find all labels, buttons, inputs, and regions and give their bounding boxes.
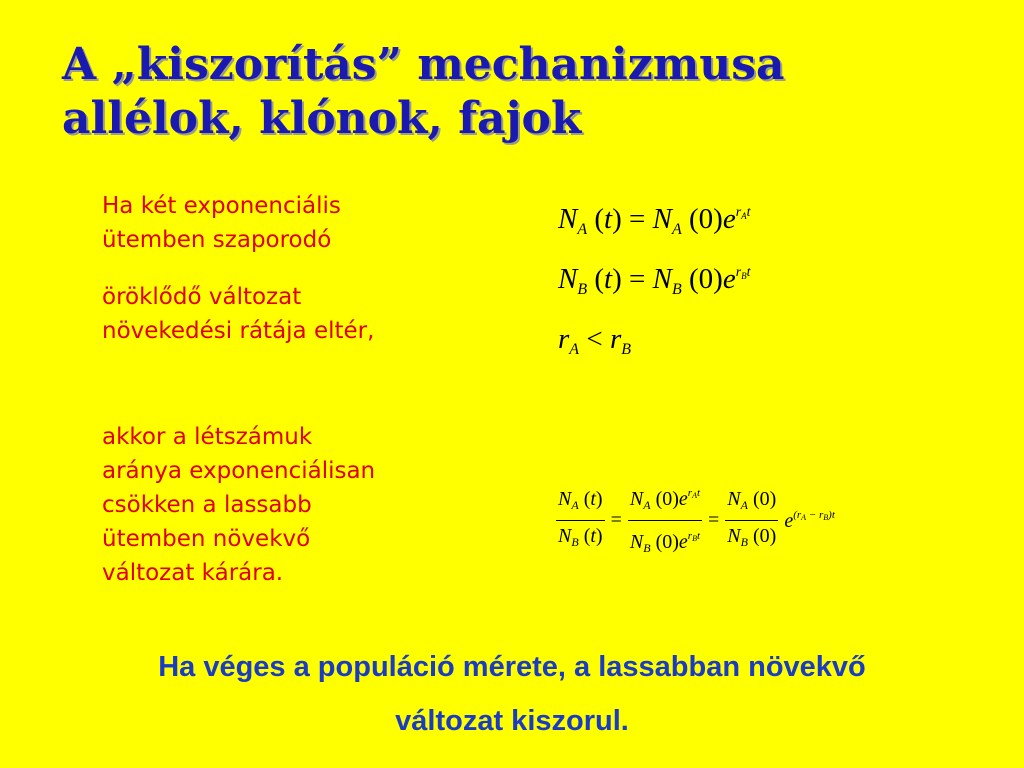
paragraph-3-line-1: akkor a létszámuk xyxy=(102,424,313,450)
conclusion-text xyxy=(0,640,1024,748)
paragraph-2 xyxy=(102,280,374,348)
paragraph-3 xyxy=(102,420,375,590)
conclusion-line-2: változat kiszorul. xyxy=(395,705,629,737)
equation-rate-inequality: $r_A < r_B$ xyxy=(558,323,632,358)
title-line-1: A „kiszorítás” mechanizmusa xyxy=(62,39,785,90)
equation-growth-b: $N_B$ $(t) = N_B$ $(0)e^{r_Bt}$ xyxy=(558,263,751,298)
paragraph-3-line-2: aránya exponenciálisan xyxy=(102,458,376,484)
fraction-ratio-initial: $\frac{N_A (0)}{N_B (0)}$ xyxy=(727,488,777,549)
paragraph-2-line-1: öröklődő változat xyxy=(102,284,302,310)
fraction-ratio-t: $\frac{N_A (t)}{N_B (t)}$ xyxy=(558,488,603,549)
paragraph-2-line-2: növekedési rátája eltér, xyxy=(102,318,375,344)
paragraph-1 xyxy=(102,189,341,257)
title-line-2: allélok, klónok, fajok xyxy=(62,93,582,144)
paragraph-3-line-4: ütemben növekvő xyxy=(102,526,311,552)
conclusion-line-1: Ha véges a populáció mérete, a lassabban növekvő xyxy=(158,651,866,683)
equation-ratio: $\frac{N_A (t)}{N_B (t)}$ = $\frac{N_A (0)e^{rAt}}{N_B (0)e^{rBt}}$ = $\frac{N_A (0)}{N_B (0)}$ $e^{(rA - rB)t}$ xyxy=(556,480,835,561)
paragraph-3-line-3: csökken a lassabb xyxy=(102,492,312,518)
paragraph-3-line-5: változat kárára. xyxy=(102,560,284,586)
paragraph-1-line-1: Ha két exponenciális xyxy=(102,193,341,219)
paragraph-1-line-2: ütemben szaporodó xyxy=(102,227,332,253)
title-text xyxy=(62,38,785,146)
fraction-ratio-exp: $\frac{N_A (0)e^{rAt}}{N_B (0)e^{rBt}}$ xyxy=(628,480,702,561)
equation-growth-a: $N_A$ $(t) = N_A$ $(0)e^{r_At}$ xyxy=(558,203,751,238)
